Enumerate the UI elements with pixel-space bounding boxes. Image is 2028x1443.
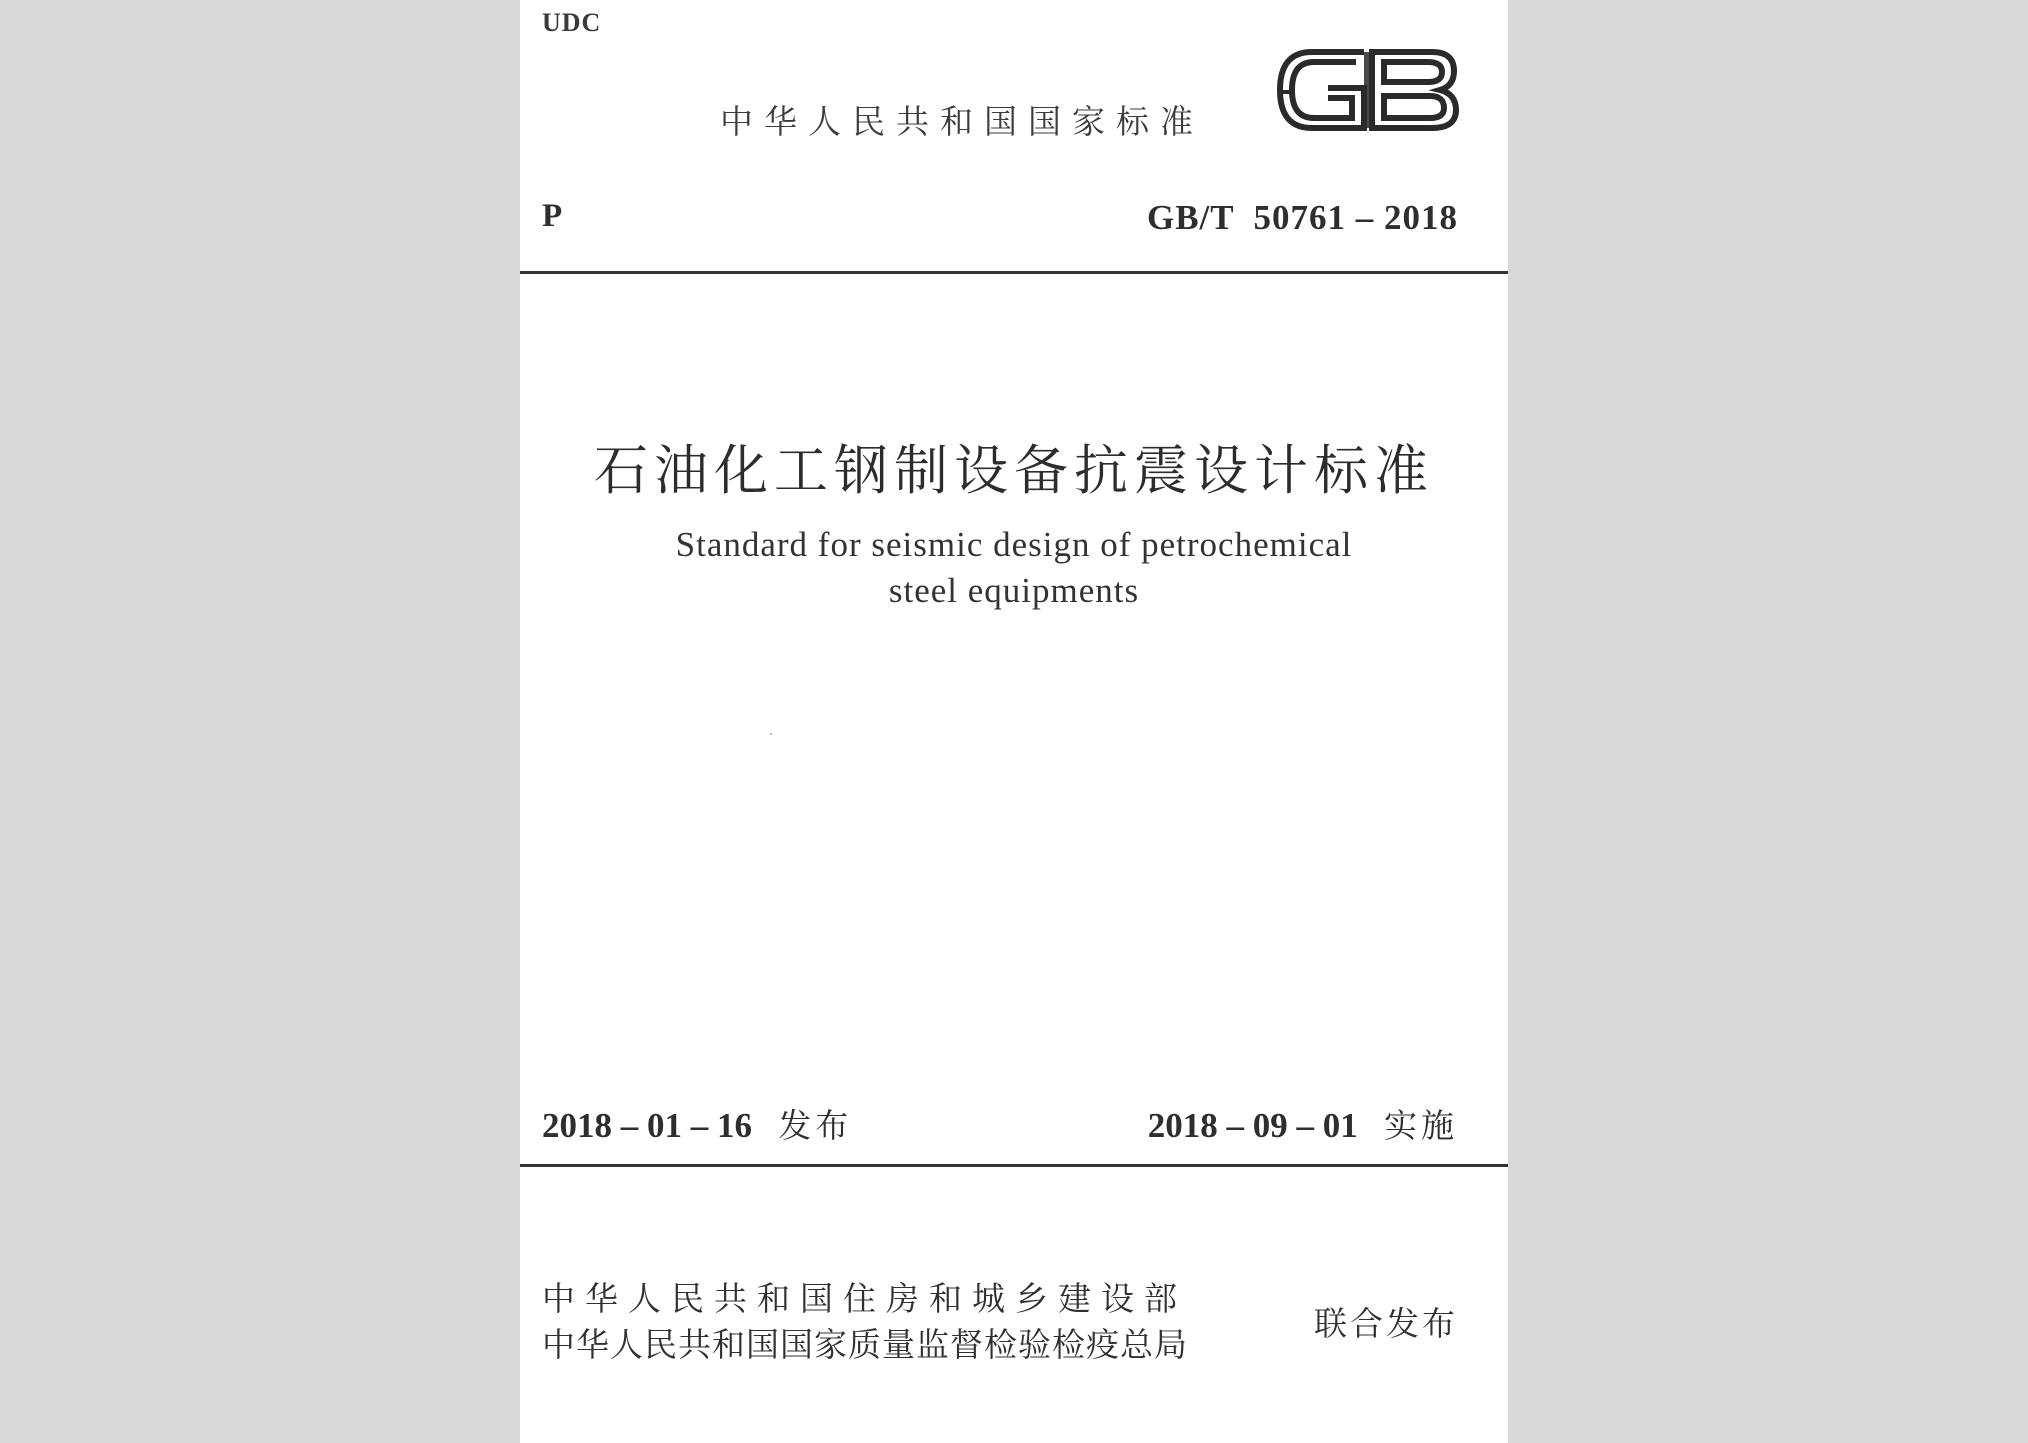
udc-label: UDC: [542, 8, 602, 37]
publisher-ministry: 中华人民共和国住房和城乡建设部: [542, 1279, 1187, 1318]
publishers-block: [542, 1276, 1188, 1368]
issue-date: 2018 – 01 – 16: [542, 1106, 752, 1145]
effective-date-row: [1148, 1100, 1458, 1147]
classification-code: P: [542, 198, 563, 234]
effective-date: 2018 – 09 – 01: [1147, 1106, 1358, 1145]
title-english-line-1: Standard for seismic design of petrochemical: [675, 525, 1353, 564]
title-chinese: 石油化工钢制设备抗震设计标准: [594, 439, 1434, 502]
title-english: [520, 522, 1508, 614]
bottom-divider: [520, 1164, 1508, 1167]
top-divider: [520, 271, 1508, 274]
effective-label: 实施: [1384, 1106, 1458, 1145]
issue-date-row: [542, 1100, 852, 1147]
standard-number: GB/T 50761 – 2018: [1146, 198, 1458, 237]
standard-cover-page: [520, 0, 1508, 1443]
publisher-aqsiq: 中华人民共和国国家质量监督检验检疫总局: [542, 1325, 1188, 1364]
joint-publish-label: 联合发布: [1314, 1304, 1458, 1343]
title-english-line-2: steel equipments: [888, 571, 1140, 610]
gb-logo-icon: [1272, 38, 1462, 142]
national-standard-heading: 中华人民共和国国家标准: [720, 102, 1204, 141]
scan-speck: [770, 733, 772, 735]
issue-label: 发布: [778, 1106, 853, 1145]
